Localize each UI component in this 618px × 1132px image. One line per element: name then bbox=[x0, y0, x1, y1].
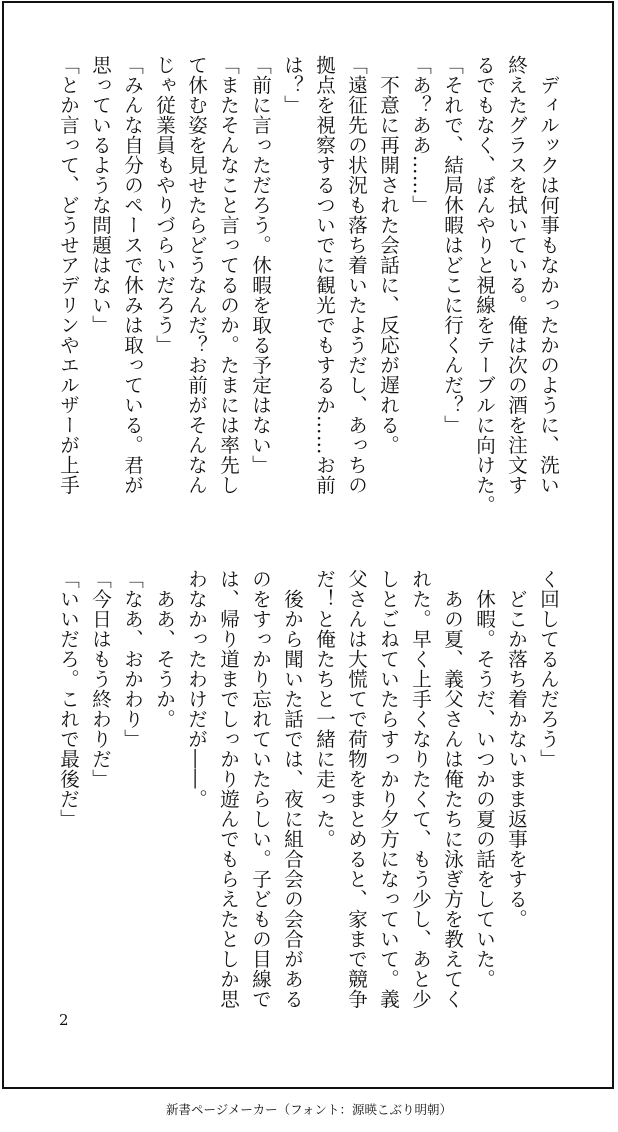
text-line: 休暇。そうだ、いつかの夏の話をしていた。 bbox=[473, 569, 496, 989]
text-line: わなかったわけだが――。 bbox=[185, 569, 208, 809]
text-line: 「それで、結局休暇はどこに行くんだ？」 bbox=[441, 55, 464, 435]
text-line: るでもなく、ぼんやりと視線をテーブルに向けた。 bbox=[473, 55, 496, 515]
text-line: あの夏、義父さんは俺たちに泳ぎ方を教えてく bbox=[441, 569, 464, 1009]
text-line: 後から聞いた話では、夜に組合会の会合がある bbox=[281, 569, 304, 1009]
text-line: 「とか言って、どうせアデリンやエルザーが上手 bbox=[57, 55, 80, 495]
text-line: 不意に再開された会話に、反応が遅れる。 bbox=[377, 55, 400, 455]
text-line: は、帰り道までしっかり遊んでもらえたとしか思 bbox=[217, 569, 240, 1009]
text-tier-top bbox=[52, 55, 564, 515]
page-number: 2 bbox=[59, 1011, 69, 1029]
text-line: 「なあ、おかわり」 bbox=[121, 569, 144, 749]
text-line: 「前に言っただろう。休暇を取る予定はない」 bbox=[249, 55, 272, 475]
text-line: ディルックは何事もなかったかのように、洗い bbox=[537, 55, 560, 495]
text-line: れた。早く上手くなりたくて、もう少し、あと少 bbox=[409, 569, 432, 1009]
text-line: 「みんな自分のペースで休みは取っている。君が bbox=[121, 55, 144, 495]
book-page bbox=[2, 1, 614, 1089]
text-line: じゃ従業員もやりづらいだろう」 bbox=[153, 55, 176, 355]
text-line: どこか落ち着かないまま返事をする。 bbox=[505, 569, 528, 929]
text-line: 「いいだろ。これで最後だ」 bbox=[57, 569, 80, 829]
text-tier-bottom bbox=[52, 569, 564, 1029]
text-line: く回してるんだろう」 bbox=[537, 569, 560, 769]
text-line: のをすっかり忘れていたらしい。子どもの目線で bbox=[249, 569, 272, 1009]
text-line: だ！と俺たちと一緒に走った。 bbox=[313, 569, 336, 849]
text-line: 「あ？ああ……」 bbox=[409, 55, 432, 215]
text-line: 拠点を視察するついでに観光でもするか……お前 bbox=[313, 55, 336, 495]
text-line: 父さんは大慌てで荷物をまとめると、家まで競争 bbox=[345, 569, 368, 1009]
text-line: 終えたグラスを拭いている。俺は次の酒を注文す bbox=[505, 55, 528, 495]
text-line: て休む姿を見せたらどうなんだ？お前がそんなん bbox=[185, 55, 208, 495]
text-line: 思っているような問題はない」 bbox=[89, 55, 112, 335]
footer-credit: 新書ページメーカー（フォント：源暎こぶり明朝） bbox=[165, 1102, 452, 1117]
text-line: しとごねていたらすっかり夕方になっていて。義 bbox=[377, 569, 400, 1009]
text-line: ああ、そうか。 bbox=[153, 569, 176, 729]
text-line: 「遠征先の状況も落ち着いたようだし、あっちの bbox=[345, 55, 368, 495]
text-line: は？」 bbox=[281, 55, 304, 115]
text-line: 「今日はもう終わりだ」 bbox=[89, 569, 112, 789]
text-line: 「またそんなこと言ってるのか。たまには率先し bbox=[217, 55, 240, 495]
